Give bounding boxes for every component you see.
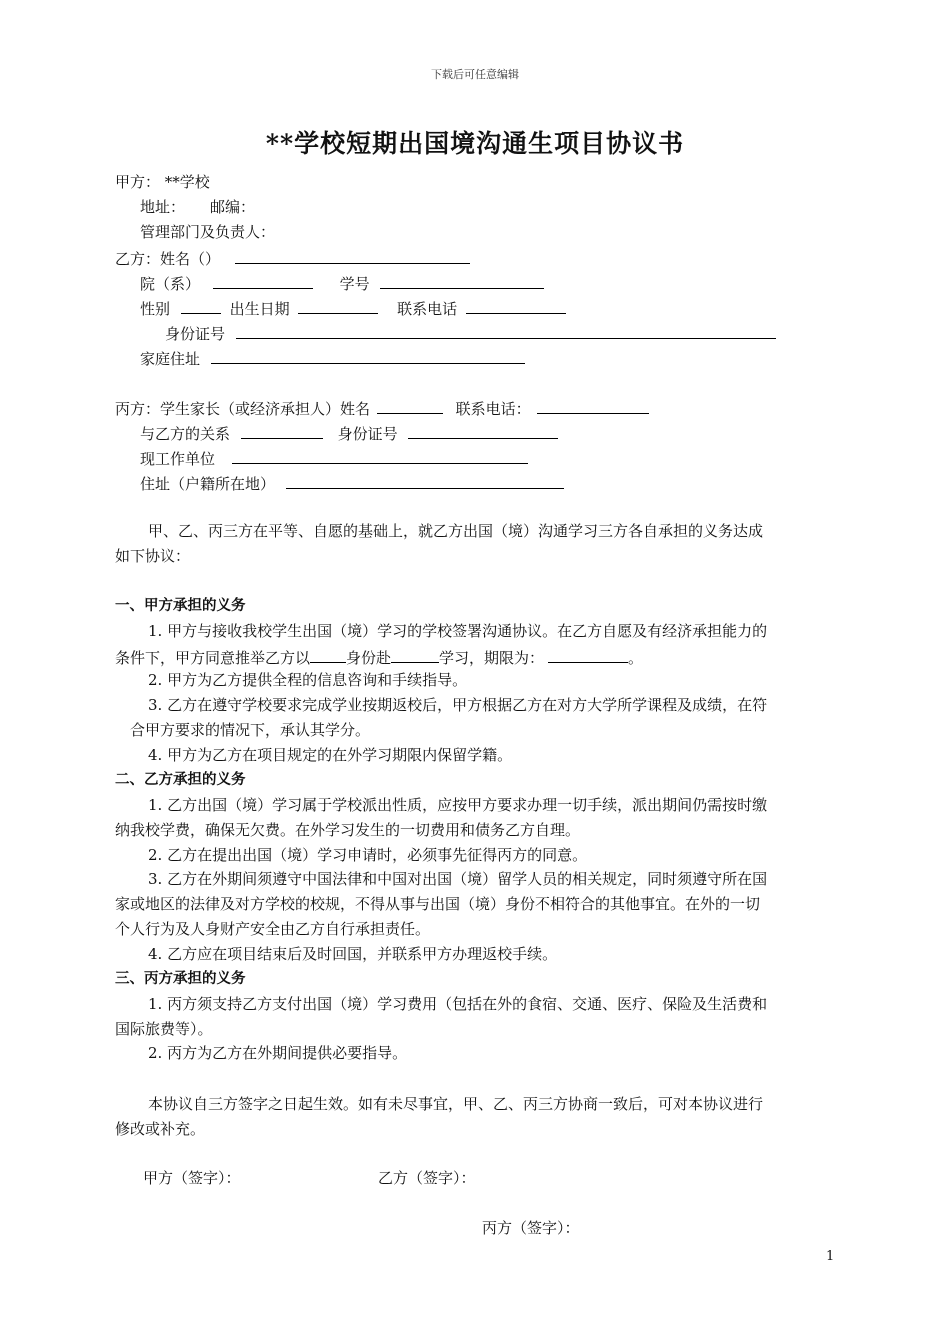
party-b-home-row [140,347,525,369]
identity-blank [310,646,346,663]
party-b-id-row [165,322,776,344]
party-b-name-label: 乙方：姓名（） [115,250,221,268]
party-b-college-blank [213,272,313,289]
party-c-phone-label: 联系电话： [455,400,531,418]
intro-line-2: 如下协议： [115,547,191,565]
section-2-item-1-line-1: 1. 乙方出国（境）学习属于学校派出性质，应按甲方要求办理一切手续，派出期间仍需按时缴 [148,796,768,814]
party-a-dept-label: 管理部门及负责人： [140,223,276,241]
section-3-item-1-line-2: 国际旅费等）。 [115,1020,213,1038]
party-c-work-row [140,447,528,469]
party-b-college-row [140,272,544,294]
party-a-postcode-label: 邮编： [210,198,256,216]
closing-line-2: 修改或补充。 [115,1120,206,1138]
party-b-id-blank [236,322,776,339]
party-b-name-blank [235,247,470,264]
section-1-item-3-line-2: 合甲方要求的情况下，承认其学分。 [130,721,371,739]
party-b-gender-blank [181,297,221,314]
section-2-heading: 二、乙方承担的义务 [115,772,246,788]
section-2-item-3-line-2: 家或地区的法律及对方学校的校规，不得从事与出国（境）身份不相符合的其他事宜。在外的一切 [115,895,761,913]
party-b-home-label: 家庭住址 [140,350,201,368]
section-2-item-4: 4. 乙方应在项目结束后及时回国，并联系甲方办理返校手续。 [148,945,558,963]
page-number: 1 [826,1249,835,1264]
party-c-residence-row [140,472,564,494]
party-a-line: 甲方： **学校 [115,173,210,191]
section-1-item-4: 4. 甲方为乙方在项目规定的在外学习期限内保留学籍。 [148,746,513,764]
section-2-item-3-line-1: 3. 乙方在外期间须遵守中国法律和中国对出国（境）留学人员的相关规定，同时须遵守所在国 [148,870,768,888]
party-c-relation-blank [241,422,323,439]
closing-line-1: 本协议自三方签字之日起生效。如有未尽事宜，甲、乙、丙三方协商一致后，可对本协议进行 [148,1095,764,1113]
signature-party-b: 乙方（签字）： [378,1169,476,1187]
signature-party-c: 丙方（签字）： [482,1219,580,1237]
section-1-item-1-mid2: 学习，期限为： [439,649,545,667]
party-b-home-blank [211,347,525,364]
section-1-item-1-line-2 [115,646,643,668]
party-c-phone-blank [537,397,649,414]
intro-line-1: 甲、乙、丙三方在平等、自愿的基础上，就乙方出国（境）沟通学习三方各自承担的义务达成 [148,522,764,540]
section-1-item-1-end: 。 [628,649,644,667]
party-b-college-label: 院（系） [140,275,201,293]
section-1-item-3-line-1: 3. 乙方在遵守学校要求完成学业按期返校后，甲方根据乙方在对方大学所学课程及成绩，在符 [148,696,768,714]
party-c-residence-blank [286,472,564,489]
section-2-item-2: 2. 乙方在提出出国（境）学习申请时，必须事先征得丙方的同意。 [148,846,588,864]
party-b-name-row [115,247,470,269]
party-b-phone-label: 联系电话 [397,300,458,318]
party-b-birth-blank [298,297,378,314]
section-3-heading: 三、丙方承担的义务 [115,971,246,987]
period-blank [548,646,628,663]
party-b-studentno-label: 学号 [339,275,370,293]
party-b-studentno-blank [380,272,544,289]
destination-blank [391,646,439,663]
party-b-info-row [140,297,566,319]
party-c-name-blank [377,397,443,414]
party-b-birth-label: 出生日期 [229,300,290,318]
party-b-id-label: 身份证号 [165,325,226,343]
section-1-heading: 一、甲方承担的义务 [115,598,246,614]
document-title: **学校短期出国境沟通生项目协议书 [265,129,685,158]
party-c-id-blank [408,422,558,439]
section-3-item-1-line-1: 1. 丙方须支持乙方支付出国（境）学习费用（包括在外的食宿、交通、医疗、保险及生活费和 [148,995,768,1013]
party-a-address-label: 地址： [140,198,186,216]
party-c-name-label: 丙方：学生家长（或经济承担人）姓名 [115,400,371,418]
section-3-item-2: 2. 丙方为乙方在外期间提供必要指导。 [148,1044,408,1062]
section-1-item-1-line-1: 1. 甲方与接收我校学生出国（境）学习的学校签署沟通协议。在乙方自愿及有经济承担能力的 [148,622,768,640]
party-c-id-label: 身份证号 [337,425,398,443]
party-b-phone-blank [466,297,566,314]
section-2-item-3-line-3: 个人行为及人身财产安全由乙方自行承担责任。 [115,920,431,938]
party-c-work-label: 现工作单位 [140,450,216,468]
section-2-item-1-line-2: 纳我校学费，确保无欠费。在外学习发生的一切费用和债务乙方自理。 [115,821,581,839]
signature-party-a: 甲方（签字）： [143,1169,241,1187]
party-b-gender-label: 性别 [140,300,171,318]
section-1-item-1-mid1: 身份赴 [346,649,392,667]
party-c-relation-label: 与乙方的关系 [140,425,231,443]
party-c-work-blank [232,447,528,464]
party-c-residence-label: 住址（户籍所在地） [140,475,276,493]
party-c-relation-row [140,422,558,444]
section-1-item-2: 2. 甲方为乙方提供全程的信息咨询和手续指导。 [148,671,468,689]
header-note: 下载后可任意编辑 [431,68,519,81]
section-1-item-1-pre: 条件下，甲方同意推举乙方以 [115,649,311,667]
party-c-name-row [115,397,649,419]
